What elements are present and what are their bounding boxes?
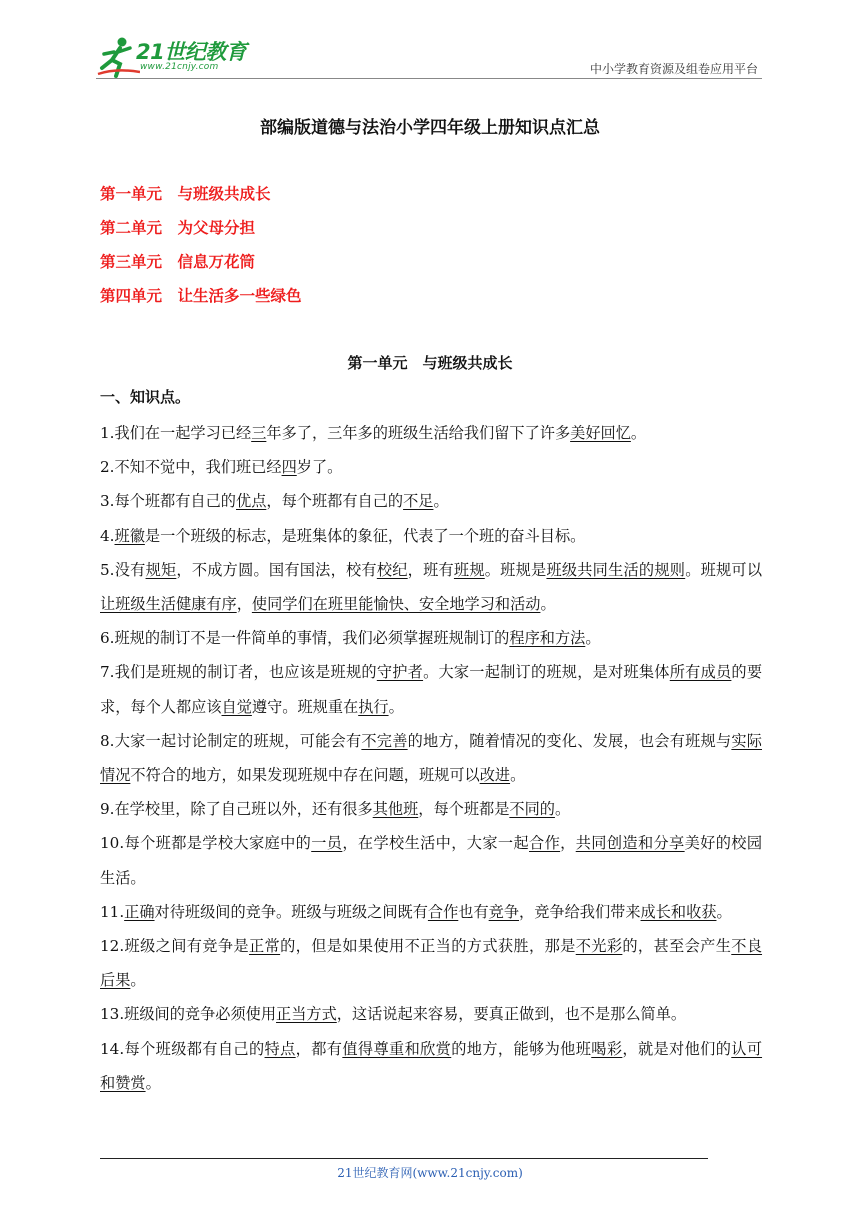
text-run: 7.我们是班规的制订者，也应该是班规的 — [100, 663, 377, 682]
site-logo[interactable] — [96, 34, 266, 78]
text-run: ，每个班都有自己的 — [266, 492, 404, 511]
text-run: 。 — [585, 629, 601, 648]
text-run: 也有 — [458, 902, 489, 921]
text-run: ， — [560, 834, 576, 853]
section-title: 第一单元 与班级共成长 — [347, 354, 513, 372]
key-term: 正当方式 — [276, 1005, 337, 1024]
knowledge-point-1 — [100, 416, 762, 450]
key-term: 班徽 — [114, 526, 145, 545]
key-term: 班级共同生活的规则 — [546, 560, 686, 579]
text-run: 12.班级之间有竞争是 — [100, 937, 249, 956]
key-term: 程序和方法 — [509, 629, 586, 648]
text-run: ，都有 — [295, 1039, 343, 1058]
text-run: 的，但是如果使用不正当的方式获胜，那是 — [280, 937, 576, 956]
text-run: ，班有 — [407, 560, 454, 579]
text-run: 8.大家一起讨论制定的班规，可能会有 — [100, 731, 362, 750]
text-run: ， — [236, 595, 252, 614]
text-run: 。大家一起制订的班规，是对班集体 — [423, 663, 670, 682]
key-term: 合作 — [529, 834, 561, 853]
header-divider — [96, 78, 762, 79]
footer-divider — [100, 1158, 708, 1159]
key-term: 四 — [281, 458, 297, 477]
key-term: 规矩 — [145, 560, 177, 579]
key-term: 让班级生活健康有序 — [100, 595, 237, 614]
key-term: 共同创造和分享 — [575, 834, 685, 853]
key-term: 不光彩 — [575, 937, 623, 956]
text-run: ，在学校生活中，大家一起 — [342, 834, 530, 853]
knowledge-point-10 — [100, 826, 762, 894]
text-run: ，每个班都是 — [418, 800, 510, 819]
text-run: ，竞争给我们带来 — [519, 902, 641, 921]
key-term: 班规 — [453, 560, 485, 579]
text-run: 。 — [716, 902, 732, 921]
logo-text: 21世纪教育 — [136, 40, 247, 64]
key-term: 美好回忆 — [570, 424, 631, 442]
key-term: 成长和收获 — [640, 902, 717, 921]
key-term: 值得尊重和欣赏 — [342, 1039, 452, 1058]
knowledge-point-6 — [100, 621, 762, 655]
text-run: 的地方，能够为他班 — [451, 1039, 592, 1058]
text-run: 3.每个班都有自己的 — [100, 492, 236, 511]
key-term: 特点 — [264, 1039, 296, 1058]
key-term: 不完善 — [361, 731, 408, 750]
text-run: 。 — [554, 800, 571, 819]
logo-url: www.21cnjy.com — [140, 62, 219, 72]
key-term: 一员 — [311, 834, 343, 853]
key-term: 不良后果 — [100, 937, 763, 990]
key-term: 三 — [251, 424, 267, 442]
unit-link-1[interactable]: 第一单元 与班级共成长 — [100, 185, 271, 203]
key-term: 使同学们在班里能愉快、安全地学习和活动 — [251, 595, 541, 614]
text-run: 的地方，随着情况的变化、发展，也会有班规与 — [407, 731, 732, 750]
key-term: 不足 — [403, 492, 434, 511]
key-term: 所有成员 — [669, 663, 732, 682]
text-run: 2.不知不觉中，我们班已经 — [100, 458, 282, 477]
text-run: 。 — [630, 424, 647, 442]
text-run: 的要求，每个人都应该 — [100, 663, 763, 716]
key-term: 正确 — [124, 902, 155, 921]
text-run: 13.班级间的竞争必须使用 — [100, 1005, 277, 1024]
unit-link-2[interactable]: 第二单元 为父母分担 — [100, 219, 256, 237]
knowledge-point-4 — [100, 519, 762, 553]
knowledge-point-7 — [100, 655, 762, 723]
text-run: 不符合的地方，如果发现班规中存在问题，班规可以 — [130, 766, 480, 785]
key-term: 优点 — [236, 492, 267, 511]
key-term: 实际情况 — [100, 731, 762, 785]
text-run: 11. — [100, 902, 125, 921]
text-run: 。 — [130, 971, 146, 990]
text-run: ，这话说起来容易，要真正做到，也不是那么简单。 — [336, 1005, 687, 1024]
text-run: 的，甚至会产生 — [622, 937, 732, 956]
text-run: ，不成方圆。国有国法，校有 — [176, 560, 377, 579]
key-term: 合作 — [427, 902, 459, 921]
text-run: 。 — [510, 766, 526, 785]
text-run: 9.在学校里，除了自己班以外，还有很多 — [100, 800, 373, 819]
knowledge-points-heading: 一、知识点。 — [100, 388, 191, 406]
key-term: 认可和赞赏 — [100, 1039, 763, 1092]
key-term: 其他班 — [372, 800, 419, 819]
knowledge-point-13 — [100, 997, 762, 1031]
text-run: 对待班级间的竞争。班级与班级之间既有 — [154, 902, 428, 921]
text-run: 5.没有 — [100, 560, 146, 579]
key-term: 守护者 — [376, 663, 424, 682]
key-term: 不同的 — [509, 800, 555, 819]
knowledge-point-9 — [100, 792, 762, 826]
key-term: 自觉 — [221, 697, 252, 716]
text-run: 是一个班级的标志，是班集体的象征，代表了一个班的奋斗目标。 — [144, 526, 586, 545]
text-run: 。 — [388, 697, 404, 716]
text-run: 。 — [540, 595, 556, 614]
knowledge-point-11 — [100, 895, 762, 929]
text-run: 。 — [433, 492, 449, 511]
text-run: 。班规可以 — [685, 560, 763, 579]
platform-tagline: 中小学教育资源及组卷应用平台 — [589, 62, 758, 76]
knowledge-point-14 — [100, 1032, 762, 1100]
text-run: 遵守。班规重在 — [251, 697, 359, 716]
knowledge-point-8 — [100, 724, 762, 792]
unit-list — [100, 180, 302, 316]
key-term: 竞争 — [488, 902, 520, 921]
key-term: 喝彩 — [591, 1039, 623, 1058]
text-run: 美好的校园生活。 — [100, 834, 763, 887]
key-term: 改进 — [479, 766, 511, 785]
unit-link-4[interactable]: 第四单元 让生活多一些绿色 — [100, 287, 302, 305]
unit-link-3[interactable]: 第三单元 信息万花筒 — [100, 253, 256, 271]
page-header — [96, 30, 762, 78]
text-run: 1.我们在一起学习已经 — [100, 424, 252, 442]
knowledge-point-12 — [100, 929, 762, 997]
text-run: 年多了，三年多的班级生活给我们留下了许多 — [266, 424, 571, 442]
text-run: 4. — [100, 526, 115, 545]
runner-logo-icon — [96, 34, 140, 78]
key-term: 校纪 — [376, 560, 408, 579]
knowledge-points-list — [100, 416, 762, 1100]
text-run: 岁了。 — [296, 458, 343, 477]
text-run: 14.每个班级都有自己的 — [100, 1039, 265, 1058]
text-run: 。班规是 — [484, 560, 547, 579]
document-title: 部编版道德与法治小学四年级上册知识点汇总 — [260, 118, 600, 138]
footer-source[interactable]: 21世纪教育网(www.21cnjy.com) — [337, 1166, 523, 1180]
key-term: 执行 — [358, 697, 389, 716]
text-run: ，就是对他们的 — [622, 1039, 732, 1058]
knowledge-point-5 — [100, 553, 762, 621]
key-term: 正常 — [248, 937, 281, 956]
text-run: 6.班规的制订不是一件简单的事情，我们必须掌握班规制订的 — [100, 629, 510, 648]
knowledge-point-2 — [100, 450, 762, 484]
text-run: 。 — [145, 1073, 161, 1092]
text-run: 10.每个班都是学校大家庭中的 — [100, 834, 312, 853]
knowledge-point-3 — [100, 484, 762, 518]
